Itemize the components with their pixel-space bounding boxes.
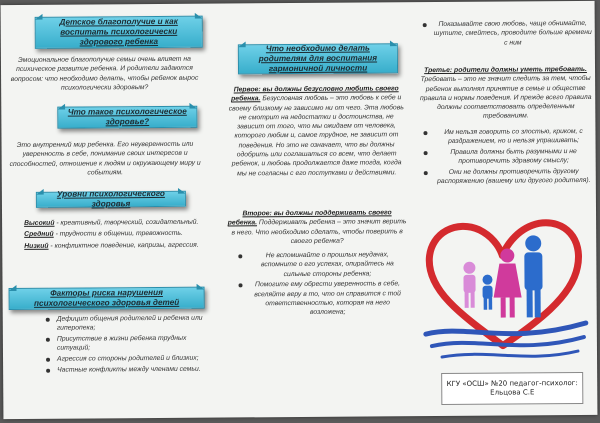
wave-icon xyxy=(426,323,586,334)
wave-icon xyxy=(442,351,578,357)
boy-figure-icon xyxy=(482,275,492,310)
rules-item: Им нельзя говорить со злостью, криком, с раздражением, но и нельзя упрашивать; xyxy=(420,127,592,147)
support-item: Не вспоминайте о прошлых неудачах, вспомните о его успехах, опирайтесь на сильные стороны ребенка; xyxy=(235,250,405,279)
banner-risk-factors xyxy=(9,287,205,310)
banner-what-is-health-text: Что такое психологическое здоровье? xyxy=(67,106,187,127)
rules-list xyxy=(420,127,592,188)
level-medium: Средний - трудности в общении, тревожность. xyxy=(24,230,183,239)
risk-factors-list xyxy=(43,314,203,377)
risk-item: Агрессия со стороны родителей и близких; xyxy=(43,354,203,364)
second-rule-paragraph xyxy=(227,208,407,246)
banner-risk-factors-text: Факторы риска нарушения психологического здоровья детей xyxy=(34,287,180,308)
banner-levels xyxy=(36,188,186,209)
first-rule-text: Безусловная любовь – это любовь к себе и своему близкому не зависимо ни от чего. Эта любовь не смотрит на недостатки и достоинства, не зависит от того, что мы ожидаем от человека, которого любим и, самое трудное, не зависит от поведения. Но это не означает, что вы должны одобрить или соглашаться со всем, что делает ребенок, и любовь продолжается даже тогда, когда мы не согласны с его поступками и действиями. xyxy=(228,94,404,178)
column-left xyxy=(1,4,209,419)
rules-item: Правила должны быть разумными и не противоречить здравому смыслу; xyxy=(421,147,593,167)
second-rule-label: Второе: вы должны поддерживать своего ребенка. xyxy=(227,209,392,227)
third-rule-label: Третье: родители должны уметь требовать. xyxy=(424,65,587,75)
column-middle xyxy=(206,2,409,417)
third-rule-paragraph xyxy=(418,65,593,122)
mother-figure-icon xyxy=(493,248,521,317)
definition-paragraph: Это внутренний мир ребенка. Его неуверенность или уверенность в себе, понимание своих интересов и способностей, отношение к людям и окружающему миру и событиям. xyxy=(9,140,201,177)
column-right xyxy=(406,1,598,416)
banner-parents-must-text: Что необходимо делать родителям для воспитания гармоничной личности xyxy=(258,43,378,74)
banner-what-is-health xyxy=(57,106,197,129)
love-bullet: Показывайте свою любовь, чаще обнимайте, шутите, смейтесь, проводите больше времени с ним xyxy=(420,19,592,48)
family-heart-illustration xyxy=(407,205,597,376)
banner-well-being-text: Детское благополучие и как воспитать психологически здорового ребенка xyxy=(59,16,178,47)
third-rule-text: Требовать – это не значит следить за тем, чтобы ребенок выполнял принятие в семье и обществе правила и нормы поведения. И прежде всего правила должны соответствовать определенным требованиям. xyxy=(419,75,592,121)
support-item: Помогите ему обрести уверенность в себе, вселяйте веру в то, что он справится с той ответственностью, которая на него возложена; xyxy=(235,280,405,318)
intro-paragraph: Эмоциональное благополучие семьи очень влияет на психическое развитие ребенка. И родители задаются вопросом: что необходимо делать, чтобы ребенок вырос психологически здоровым? xyxy=(10,55,199,92)
rules-item: Они не должны противоречить другому распоряжению (вашему или другого родителя). xyxy=(421,167,593,187)
risk-item: Дефицит общения родителей и ребенка или гиперопека; xyxy=(43,314,203,334)
risk-item: Присутствие в жизни ребенка трудных ситуаций; xyxy=(43,334,203,354)
brochure-sheet xyxy=(1,1,598,419)
banner-levels-text: Уровни психологического здоровья xyxy=(56,188,165,209)
second-rule-text: Поддерживать ребенка – это значит верить в него. Что необходимо сделать, чтобы поверить в своего ребенка? xyxy=(231,218,407,245)
father-figure-icon xyxy=(524,235,543,317)
banner-parents-must xyxy=(238,43,398,74)
support-list xyxy=(235,250,405,319)
author-caption-name: Ельцова С.Е xyxy=(490,388,535,397)
banner-well-being xyxy=(35,16,203,49)
level-low: Низкий - конфликтное поведение, капризы, агрессия. xyxy=(24,241,199,250)
author-caption-school: КГУ «ОСШ» №20 педагог-психолог: xyxy=(446,378,578,388)
levels-list xyxy=(24,218,204,251)
love-bullet-list xyxy=(420,19,592,50)
first-rule-paragraph xyxy=(226,84,407,178)
child-figure-icon xyxy=(463,262,475,308)
risk-item: Частные конфликты между членами семьи. xyxy=(43,365,203,375)
level-high: Высокий - креативный, творческий, созидательный. xyxy=(24,218,199,227)
author-caption xyxy=(441,372,583,405)
first-rule-label: Первое: вы должны безусловно любить своего ребенка. xyxy=(231,85,399,103)
